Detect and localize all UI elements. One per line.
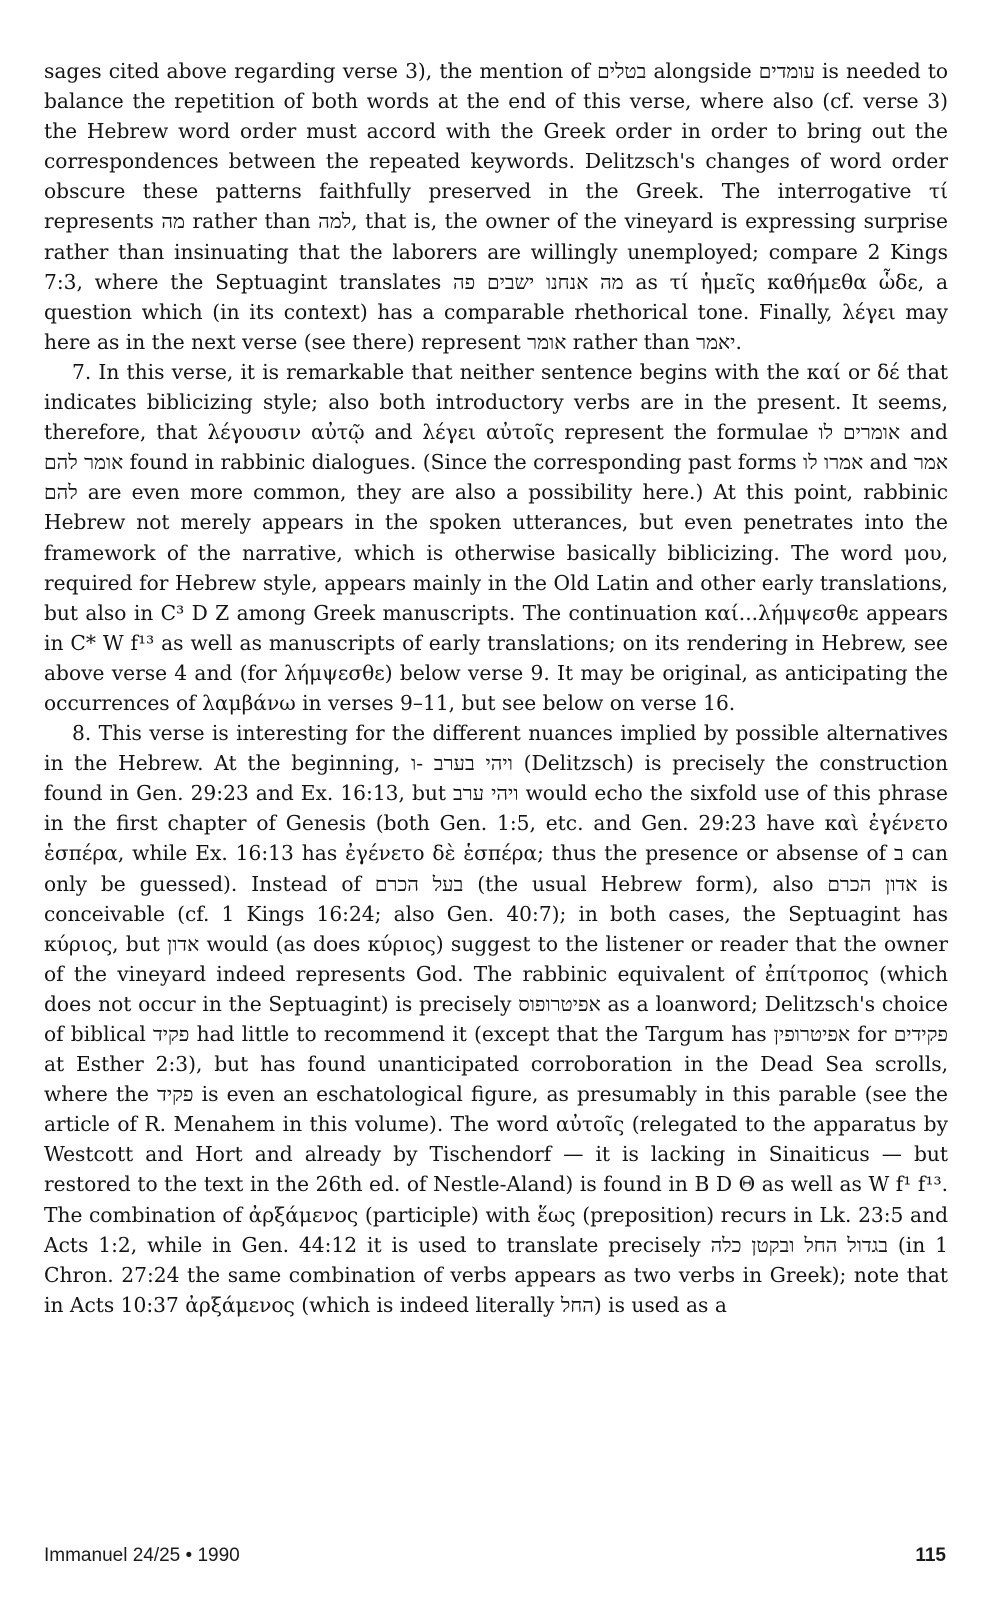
body-text xyxy=(44,56,948,1320)
page-number: 115 xyxy=(915,1545,946,1566)
paragraph-verse-7: 7. In this verse, it is remarkable that neither sentence begins with the καί or δέ that indicates biblicizing style; also both introductory verbs are in the present. It seems, therefore, that λέγουσιν αὐτῷ and λέγει αὐτοῖς represent the formulae אומרים לו and אומר להם found in rabbinic dialogues. (Since the corresponding past forms אמרו לו and אמר להם are even more common, they are also a possibility here.) At this point, rabbinic Hebrew not merely appears in the spoken utterances, but even penetrates into the framework of the narrative, which is otherwise basically biblicizing. The word μου, required for Hebrew style, appears mainly in the Old Latin and other early translations, but also in C³ D Z among Greek manuscripts. The continuation καί...λήμψεσθε appears in C* W f¹³ as well as manuscripts of early translations; on its rendering in Hebrew, see above verse 4 and (for λήμψεσθε) below verse 9. It may be original, as anticipating the occurrences of λαμβάνω in verses 9–11, but see below on verse 16. xyxy=(44,359,948,715)
journal-footer: Immanuel 24/25 • 1990 xyxy=(44,1545,240,1566)
paragraph-continuation: sages cited above regarding verse 3), the mention of בטלים alongside עומדים is needed to balance the repetition of both words at the end of this verse, where also (cf. verse 3) the Hebrew word order must accord with the Greek order in order to bring out the correspondences between the repeated keywords. Delitzsch's changes of word order obscure these patterns faithfully preserved in the Greek. The interrogative τί represents מה rather than למה, that is, the owner of the vineyard is expressing surprise rather than insinuating that the laborers are willingly unemployed; compare 2 Kings 7:3, where the Septuagint translates מה אנחנו ישבים פה as τί ἡμεῖς καθήμεθα ὧδε, a question which (in its context) has a comparable rhethorical tone. Finally, λέγει may here as in the next verse (see there) represent אומר rather than יאמר. xyxy=(44,59,949,354)
paragraph-verse-8: 8. This verse is interesting for the different nuances implied by possible alternatives in the Hebrew. At the beginning, ויהי בערב -ו (Delitzsch) is precisely the construction found in Gen. 29:23 and Ex. 16:13, but ויהי ערב would echo the sixfold use of this phrase in the first chapter of Genesis (both Gen. 1:5, etc. and Gen. 29:23 have καὶ ἐγένετο ἑσπέρα, while Ex. 16:13 has ἐγένετο δὲ ἑσπέρα; thus the presence or absense of ב can only be guessed). Instead of בעל הכרם (the usual Hebrew form), also אדון הכרם is conceivable (cf. 1 Kings 16:24; also Gen. 40:7); in both cases, the Septuagint has κύριος, but אדון would (as does κύριος) suggest to the listener or reader that the owner of the vineyard indeed represents God. The rabbinic equivalent of ἐπίτροπος (which does not occur in the Septuagint) is precisely אפיטרופוס as a loanword; Delitzsch's choice of biblical פקיד had little to recommend it (except that the Targum has אפיטרופין for פקידים at Esther 2:3), but has found unanticipated corroboration in the Dead Sea scrolls, where the פקיד is even an eschatological figure, as presumably in this parable (see the article of R. Menahem in this volume). The word αὐτοῖς (relegated to the apparatus by Westcott and Hort and already by Tischendorf — it is lacking in Sinaiticus — but restored to the text in the 26th ed. of Nestle-Aland) is found in B D Θ as well as W f¹ f¹³. The combination of ἀρξάμενος (participle) with ἕως (preposition) recurs in Lk. 23:5 and Acts 1:2, while in Gen. 44:12 it is used to translate precisely בגדול החל ובקטן כלה (in 1 Chron. 27:24 the same combination of verbs appears as two verbs in Greek); note that in Acts 10:37 ἀρξάμενος (which is indeed literally החל) is used as a xyxy=(44,721,949,1317)
